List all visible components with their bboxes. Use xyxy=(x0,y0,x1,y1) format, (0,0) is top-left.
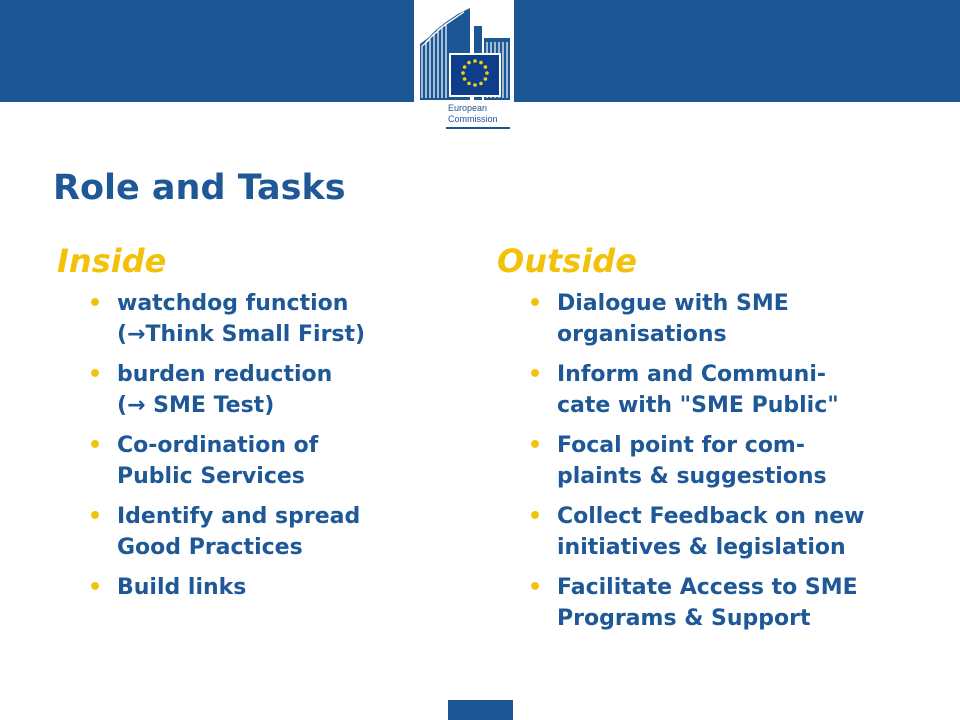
list-item-line: Inform and Communi- xyxy=(557,362,826,387)
list-item xyxy=(497,430,937,492)
logo-line-1: European xyxy=(448,103,488,113)
outside-heading: Outside xyxy=(497,242,637,280)
list-item xyxy=(57,359,457,421)
inside-column xyxy=(57,240,457,612)
european-commission-logo xyxy=(414,0,514,132)
list-item xyxy=(57,572,457,603)
list-item-line: (→ SME Test) xyxy=(117,393,275,418)
list-item xyxy=(57,288,457,350)
list-item xyxy=(497,288,937,350)
list-item-line: cate with "SME Public" xyxy=(557,393,839,418)
outside-list xyxy=(497,288,937,634)
list-item-line: Facilitate Access to SME xyxy=(557,575,858,600)
footer-tab xyxy=(448,700,513,720)
list-item-line: (→Think Small First) xyxy=(117,322,366,347)
list-item-line: burden reduction xyxy=(117,362,333,387)
list-item xyxy=(497,501,937,563)
list-item-line: plaints & suggestions xyxy=(557,464,827,489)
list-item xyxy=(497,572,937,634)
logo-wordmark xyxy=(448,103,498,125)
slide-title: Role and Tasks xyxy=(53,168,346,208)
list-item-line: Co-ordination of xyxy=(117,433,319,458)
list-item xyxy=(497,359,937,421)
bullet-icon: • xyxy=(88,575,103,600)
list-item-line: Good Practices xyxy=(117,535,303,560)
list-item-line: initiatives & legislation xyxy=(557,535,846,560)
list-item-line: Identify and spread xyxy=(117,504,361,529)
inside-list xyxy=(57,288,457,603)
list-item-line: organisations xyxy=(557,322,727,347)
bullet-icon: • xyxy=(88,362,103,387)
list-item-line: Collect Feedback on new xyxy=(557,504,865,529)
bullet-icon: • xyxy=(88,433,103,458)
list-item xyxy=(57,501,457,563)
bullet-icon: • xyxy=(88,291,103,316)
list-item-line: Public Services xyxy=(117,464,305,489)
outside-column xyxy=(497,240,937,643)
list-item-line: Focal point for com- xyxy=(557,433,805,458)
inside-heading: Inside xyxy=(57,242,167,280)
list-item-line: Programs & Support xyxy=(557,606,811,631)
list-item-line: Dialogue with SME xyxy=(557,291,789,316)
logo-line-2: Commission xyxy=(448,114,498,124)
bullet-icon: • xyxy=(528,362,543,387)
list-item-line: watchdog function xyxy=(117,291,349,316)
list-item-line: Build links xyxy=(117,575,247,600)
list-item xyxy=(57,430,457,492)
bullet-icon: • xyxy=(88,504,103,529)
bullet-icon: • xyxy=(528,291,543,316)
bullet-icon: • xyxy=(528,433,543,458)
bullet-icon: • xyxy=(528,504,543,529)
bullet-icon: • xyxy=(528,575,543,600)
